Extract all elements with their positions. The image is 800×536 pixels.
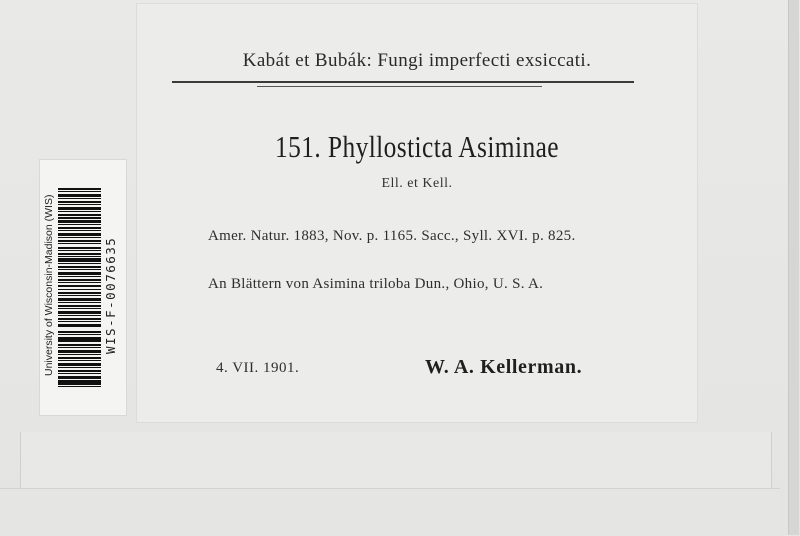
barcode-label xyxy=(40,160,126,415)
divider-rule-thin xyxy=(257,86,542,87)
collection-date: 4. VII. 1901. xyxy=(216,360,300,376)
divider-rule xyxy=(172,81,634,83)
barcode-pattern xyxy=(58,188,101,388)
species-authority: Ell. et Kell. xyxy=(381,176,453,191)
host-locality: An Blättern von Asimina triloba Dun., Ohio, U. S. A. xyxy=(208,276,544,292)
collector-name: W. A. Kellerman. xyxy=(425,356,583,378)
series-title: Kabát et Bubák: Fungi imperfecti exsiccati. xyxy=(242,50,592,71)
species-title: 151. Phyllosticta Asiminae xyxy=(275,129,559,164)
catalog-number: WIS-F-0076635 xyxy=(103,236,118,354)
institution-name: University of Wisconsin-Madison (WIS) xyxy=(43,194,55,376)
sheet-edge xyxy=(788,0,799,535)
specimen-label xyxy=(137,4,697,422)
literature-reference: Amer. Natur. 1883, Nov. p. 1165. Sacc., Syll. XVI. p. 825. xyxy=(208,228,576,244)
envelope-bottom xyxy=(0,488,780,536)
